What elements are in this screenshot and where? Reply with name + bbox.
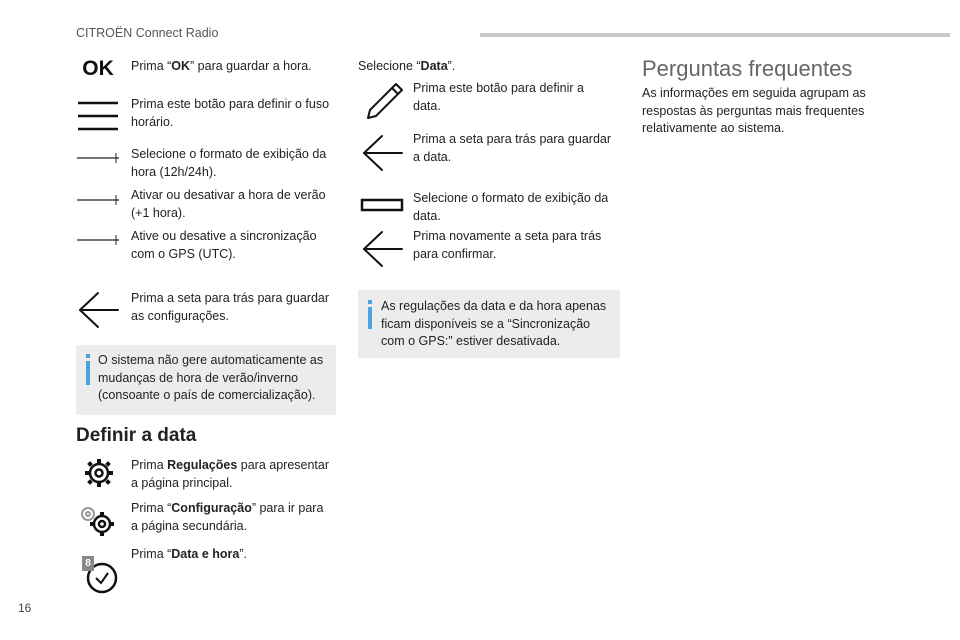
- format-box-icon: [360, 197, 404, 213]
- header-rule: [480, 33, 950, 37]
- back-arrow-icon: [76, 290, 120, 330]
- step-save-date-text: Prima a seta para trás para guardar a data.: [413, 132, 612, 164]
- running-header: CITROËN Connect Radio: [76, 26, 219, 40]
- info-icon-bar: [368, 307, 372, 329]
- step-dst-text: Ativar ou desativar a hora de verão (+1 hora).: [131, 188, 326, 220]
- info-note-text: O sistema não gere automaticamente as mudanças de hora de verão/inverno (consoante o país de comercialização).: [98, 353, 324, 402]
- toggle-line-icon: [76, 152, 120, 164]
- info-icon: [86, 354, 90, 358]
- step-gps-sync-text: Ative ou desative a sincronização com o GPS (UTC).: [131, 229, 317, 261]
- info-icon-bar: [86, 361, 90, 385]
- ok-icon: OK: [82, 57, 114, 80]
- info-note-text: As regulações da data e da hora apenas ficam disponíveis se a “Sincronização com o GPS:” estiver desativada.: [381, 299, 607, 348]
- step-settings-text: Prima Regulações para apresentar a página principal.: [131, 458, 330, 490]
- section-heading: Definir a data: [76, 425, 197, 446]
- faq-intro-text: As informações em seguida agrupam as respostas às perguntas mais frequentes relativamente ao sistema.: [642, 86, 866, 135]
- step-ok-text: Prima “OK” para guardar a hora.: [131, 59, 312, 73]
- step-save-settings-text: Prima a seta para trás para guardar as configurações.: [131, 291, 330, 323]
- gears-icon: [76, 500, 120, 540]
- menu-icon: [76, 100, 120, 132]
- back-arrow-icon: [360, 133, 404, 173]
- select-date-text: Selecione “Data”.: [358, 59, 456, 73]
- step-date-time-text: Prima “Data e hora”.: [131, 547, 248, 561]
- faq-title: Perguntas frequentes: [642, 56, 853, 81]
- step-confirm-text: Prima novamente a seta para trás para confirmar.: [413, 229, 602, 261]
- chapter-badge: 8: [82, 556, 94, 571]
- info-icon: [368, 300, 372, 304]
- step-set-date-text: Prima este botão para definir a data.: [413, 81, 584, 113]
- step-format-hour-text: Selecione o formato de exibição da hora (12h/24h).: [131, 147, 327, 179]
- toggle-line-icon: [76, 234, 120, 246]
- step-format-date-text: Selecione o formato de exibição da data.: [413, 191, 609, 223]
- gear-icon: [82, 456, 116, 490]
- page-number: 16: [18, 601, 32, 615]
- step-configuration-text: Prima “Configuração” para ir para a página secundária.: [131, 501, 324, 533]
- toggle-line-icon: [76, 194, 120, 206]
- back-arrow-icon: [360, 229, 404, 269]
- pencil-icon: [360, 80, 404, 120]
- step-timezone-text: Prima este botão para definir o fuso horário.: [131, 97, 330, 129]
